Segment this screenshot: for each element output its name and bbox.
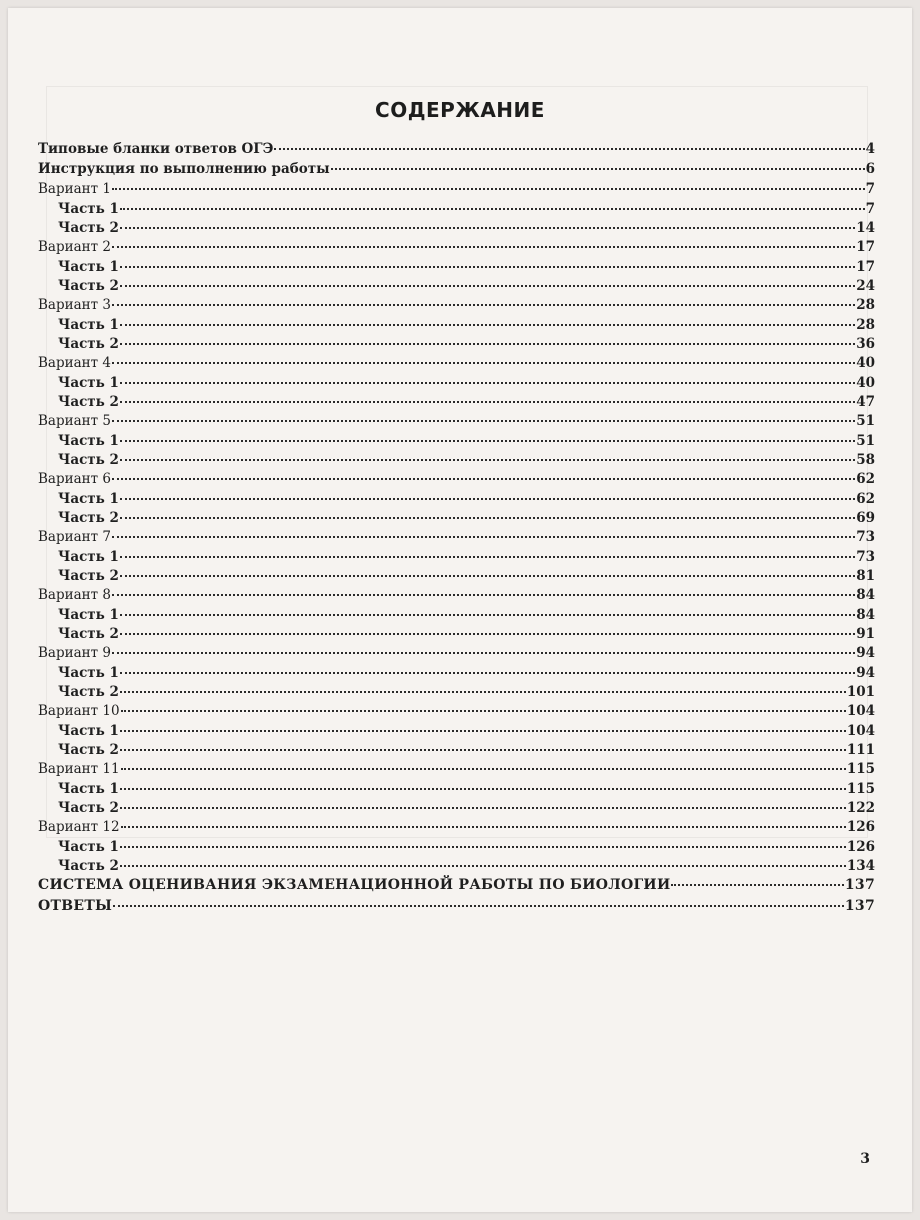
dot-leader — [120, 602, 855, 616]
toc-entry-label: Часть 2 — [58, 220, 119, 236]
dot-leader — [112, 640, 855, 654]
toc-entry-label: Часть 2 — [58, 800, 119, 816]
dot-leader — [274, 136, 864, 150]
toc-entry-page: 69 — [856, 510, 875, 526]
toc-entry-label: Вариант 3 — [38, 297, 112, 313]
toc-entry-label: Часть 1 — [58, 317, 119, 333]
toc-entry-page: 40 — [856, 375, 875, 391]
toc-entry-page: 84 — [856, 587, 875, 603]
toc-entry-label: Вариант 11 — [38, 761, 120, 777]
toc-entry-label: Часть 2 — [58, 858, 119, 874]
dot-leader — [112, 466, 855, 480]
toc-entry-page: 134 — [846, 858, 875, 874]
dot-leader — [120, 389, 855, 403]
toc-entry-label: Вариант 8 — [38, 587, 112, 603]
toc-entry-page: 73 — [856, 549, 875, 565]
toc-entry-label: Часть 2 — [58, 626, 119, 642]
toc-entry-page: 137 — [844, 877, 875, 893]
toc-entry-page: 47 — [856, 394, 875, 410]
toc-entry-label: Часть 1 — [58, 201, 119, 217]
toc-entry-page: 36 — [856, 336, 875, 352]
dot-leader — [120, 679, 846, 693]
dot-leader — [120, 660, 855, 674]
dot-leader — [120, 853, 846, 867]
dot-leader — [120, 795, 846, 809]
toc-entry-page: 81 — [856, 568, 875, 584]
dot-leader — [671, 872, 843, 886]
toc-entry-page: 62 — [856, 491, 875, 507]
toc-entry-label: Типовые бланки ответов ОГЭ — [38, 141, 274, 157]
toc-entry-label: Вариант 12 — [38, 819, 120, 835]
toc-entry-page: 101 — [846, 684, 875, 700]
toc-entry-label: Вариант 9 — [38, 645, 112, 661]
toc-entry-label: Часть 1 — [58, 549, 119, 565]
toc-entry-page: 4 — [865, 141, 875, 157]
toc-entry-label: Вариант 5 — [38, 413, 112, 429]
toc-entry-label: Часть 2 — [58, 684, 119, 700]
dot-leader — [120, 312, 855, 326]
toc-entry-page: 28 — [856, 297, 875, 313]
dot-leader — [121, 814, 846, 828]
toc-entry-label: Часть 1 — [58, 839, 119, 855]
toc-entry-label: Часть 2 — [58, 510, 119, 526]
toc-entry-page: 126 — [846, 819, 875, 835]
toc-entry-page: 122 — [846, 800, 875, 816]
dot-leader — [120, 370, 855, 384]
document-page — [8, 8, 912, 1212]
toc-entry-label: Вариант 1 — [38, 181, 112, 197]
toc-entry-page: 73 — [856, 529, 875, 545]
dot-leader — [120, 254, 855, 268]
toc-entry-page: 94 — [856, 665, 875, 681]
toc-entry-label: Часть 1 — [58, 433, 119, 449]
toc-entry-label: Часть 1 — [58, 375, 119, 391]
dot-leader — [120, 447, 855, 461]
dot-leader — [121, 698, 846, 712]
toc-entry-page: 84 — [856, 607, 875, 623]
dot-leader — [121, 756, 846, 770]
dot-leader — [112, 408, 855, 422]
dot-leader — [120, 215, 855, 229]
dot-leader — [120, 563, 855, 577]
toc-entry-page: 17 — [856, 239, 875, 255]
dot-leader — [120, 196, 865, 210]
toc-entry-label: СИСТЕМА ОЦЕНИВАНИЯ ЭКЗАМЕНАЦИОННОЙ РАБОТЫ ПО БИОЛОГИИ — [38, 877, 671, 893]
toc-entry-label: Вариант 4 — [38, 355, 112, 371]
toc-entry-page: 58 — [856, 452, 875, 468]
toc-entry-label: Часть 2 — [58, 394, 119, 410]
toc-entry-label: Часть 2 — [58, 568, 119, 584]
toc-entry-page: 115 — [846, 761, 875, 777]
toc-entry-page: 115 — [846, 781, 875, 797]
toc-entry-page: 7 — [865, 201, 875, 217]
dot-leader — [331, 156, 865, 170]
dot-leader — [112, 292, 855, 306]
dot-leader — [120, 486, 855, 500]
dot-leader — [112, 582, 855, 596]
dot-leader — [120, 428, 855, 442]
dot-leader — [120, 834, 846, 848]
toc-entry-page: 91 — [856, 626, 875, 642]
toc-entry-label: Часть 2 — [58, 278, 119, 294]
toc-entry-label: Вариант 2 — [38, 239, 112, 255]
dot-leader — [120, 776, 846, 790]
dot-leader — [120, 718, 846, 732]
toc-entry-page: 104 — [846, 703, 875, 719]
toc-entry-label: Инструкция по выполнению работы — [38, 161, 330, 177]
toc-entry-label: Вариант 6 — [38, 471, 112, 487]
toc-entry-label: Часть 1 — [58, 259, 119, 275]
dot-leader — [112, 524, 855, 538]
toc-entry-page: 17 — [856, 259, 875, 275]
toc-entry-page: 14 — [856, 220, 875, 236]
toc-entry — [38, 896, 875, 917]
toc-entry-label: Вариант 10 — [38, 703, 120, 719]
dot-leader — [120, 273, 855, 287]
dot-leader — [120, 505, 855, 519]
page-number: 3 — [860, 1151, 870, 1167]
toc-entry-label: Часть 1 — [58, 665, 119, 681]
toc-entry-label: ОТВЕТЫ — [38, 898, 113, 914]
page-title: СОДЕРЖАНИЕ — [375, 98, 545, 122]
toc-entry-page: 104 — [846, 723, 875, 739]
toc-entry-label: Часть 2 — [58, 452, 119, 468]
dot-leader — [112, 234, 855, 248]
toc-entry-label: Часть 1 — [58, 723, 119, 739]
toc-entry-page: 40 — [856, 355, 875, 371]
toc-entry-page: 137 — [844, 898, 875, 914]
toc-entry-page: 28 — [856, 317, 875, 333]
dot-leader — [112, 350, 855, 364]
dot-leader — [113, 893, 844, 907]
toc-entry-label: Часть 2 — [58, 336, 119, 352]
toc-entry-label: Часть 1 — [58, 607, 119, 623]
toc-entry-page: 126 — [846, 839, 875, 855]
toc-entry-page: 62 — [856, 471, 875, 487]
dot-leader — [120, 737, 846, 751]
table-of-contents — [38, 139, 875, 917]
dot-leader — [112, 176, 865, 190]
toc-entry-label: Часть 2 — [58, 742, 119, 758]
toc-entry-label: Часть 1 — [58, 491, 119, 507]
toc-entry-page: 94 — [856, 645, 875, 661]
toc-entry-page: 24 — [856, 278, 875, 294]
dot-leader — [120, 544, 855, 558]
toc-entry-label: Часть 1 — [58, 781, 119, 797]
toc-entry-page: 6 — [865, 161, 875, 177]
toc-entry-page: 51 — [856, 413, 875, 429]
toc-entry-page: 111 — [846, 742, 875, 758]
dot-leader — [120, 331, 855, 345]
dot-leader — [120, 621, 855, 635]
toc-entry-page: 7 — [865, 181, 875, 197]
toc-entry-page: 51 — [856, 433, 875, 449]
toc-entry-label: Вариант 7 — [38, 529, 112, 545]
